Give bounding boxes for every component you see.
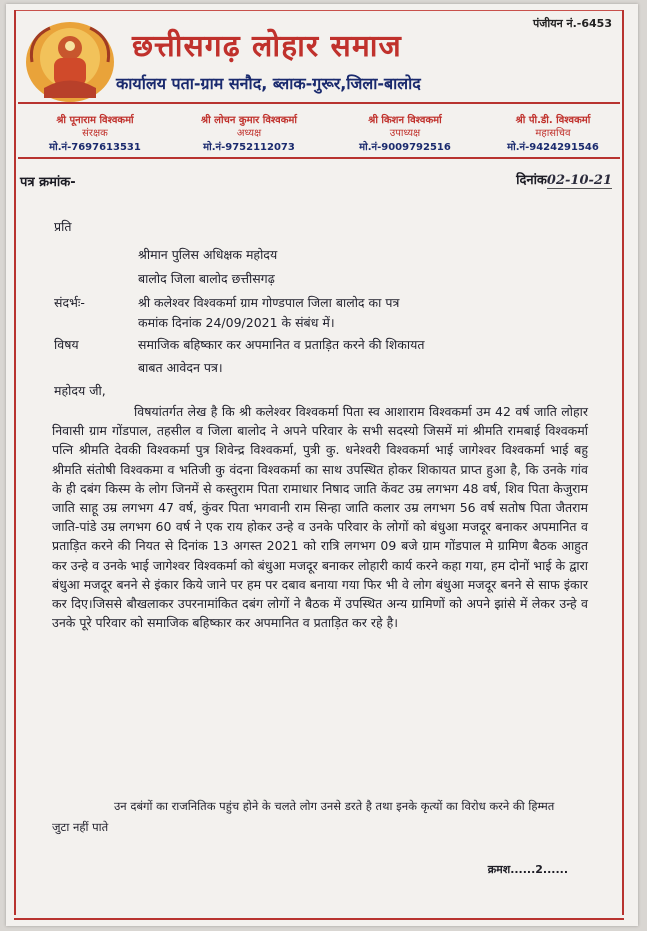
reference-line-2: कमांक दिनांक 24/09/2021 के संबंध में। bbox=[138, 315, 335, 330]
date-label: दिनांक bbox=[516, 173, 547, 188]
letter-reference-number: पत्र क्रमांक- bbox=[20, 175, 76, 190]
officer-name: श्री पूनाराम विश्वकर्मा bbox=[56, 115, 134, 126]
reference-line-1: श्री कलेश्वर विश्वकर्मा ग्राम गोण्डपाल जिला बालोद का पत्र bbox=[138, 295, 400, 310]
officer-mobile: मो.नं-9424291546 bbox=[507, 142, 599, 153]
to-label: प्रति bbox=[54, 219, 72, 234]
paragraph-1-text: विषयांतर्गत लेख है कि श्री कलेश्वर विश्वकर्मा पिता स्व आशाराम विश्वकर्मा उम 42 वर्ष जाति लोहार निवासी ग्राम गोंडपाल, तहसील व जिला बालोद ने अपने परिवार के सभी सदस्यो जिसमें मां श्रीमति रामबाई विश्वकर्मा पत्नि श्रीमति देवकी विश्वकर्मा पुत्र शिवेन्द्र विश्वकर्मा, पुत्री कु. धनेश्वरी विश्वकर्मा भाई जागेश्वर विश्वकर्मा भाई बहु श्रीमति संतोषी विश्वकमा व भतिजी कु वंदना विश्वकर्मा का साथ उपस्थित होकर शिकायत प्राप्त हुआ है, कि उनके गांव के ही दबंग किस्म के लोग जिनमें से कस्तुराम पिता रामाधार निषाद जाति केंवट उम्र लगभग 48 वर्ष, शिव पिता केजुराम जाति साहू उम्र लगभग 47 वर्ष, कुंवर पिता भगवानी राम सिन्हा जाति कलार उम्र लगभग 56 वर्ष सतोष पिता जैतराम जाति-पांडे उम्र लगभग 60 वर्ष ने एक राय होकर उन्हे व उनके परिवार के लोगों को बंधुआ मजदूर बनाकर अपमानित व प्रताड़ित करने की नियत से दिनांक 13 अगस्त 2021 को रात्रि लगभग 09 बजे ग्राम गोंडपाल मे ग्रामिण बैठक आहुत कर उन्हे व उनके भाई जागेश्वर विश्वकर्मा को बंधुआ मजदूर बनाकर लोहारी कार्य करने कहा गया, हम दोनों भाई के द्वारा बंधुआ मजदूर बनने से इंकार किये जाने पर हम पर दबाव बनाया गया फिर भी वे लोग बंधुआ मजदूर बनने से साफ इंकार कर दिए।जिससे बौखलाकर उपरनामांकित दबंग लोगों ने बैठक में उपस्थित अन्य ग्रामिणों को अपने झांसे में लेकर उन्हे व उनके पूरे परिवार को समाजिक बहिष्कार कर अपमानित व प्रताड़ित कर रहे है। bbox=[52, 404, 588, 631]
date-value: 02-10-21 bbox=[546, 173, 612, 188]
header-divider bbox=[18, 102, 620, 104]
officer-role: अध्यक्ष bbox=[236, 128, 262, 139]
officer-president bbox=[174, 114, 324, 154]
body-paragraph-2 bbox=[52, 796, 572, 838]
officer-patron bbox=[20, 114, 170, 154]
letter-date bbox=[516, 170, 612, 188]
officer-vice-president bbox=[330, 114, 480, 154]
officer-name: श्री पी.डी. विश्वकर्मा bbox=[515, 115, 591, 126]
office-address: कार्यालय पता-ग्राम सनौद, ब्लाक-गुरूर,जिला-बालोद bbox=[116, 74, 421, 93]
subject-label: विषय bbox=[54, 337, 79, 352]
officer-role: संरक्षक bbox=[82, 128, 108, 139]
border-top bbox=[14, 10, 624, 11]
letter-page bbox=[6, 4, 638, 926]
officer-role: महासचिव bbox=[535, 128, 571, 139]
body-paragraph-1 bbox=[52, 402, 588, 632]
officer-name: श्री लोचन कुमार विश्वकर्मा bbox=[201, 115, 297, 126]
officer-general-secretary bbox=[478, 114, 628, 154]
border-bottom bbox=[14, 918, 624, 920]
subject-line-1: समाजिक बहिष्कार कर अपमानित व प्रताड़ित करने की शिकायत bbox=[138, 337, 425, 352]
reference-label: संदर्भः- bbox=[54, 295, 85, 310]
recipient-line-2: बालोद जिला बालोद छत्तीसगढ़ bbox=[138, 271, 275, 286]
organization-title: छत्तीसगढ़ लोहार समाज bbox=[132, 29, 402, 64]
officer-mobile: मो.नं-9752112073 bbox=[203, 142, 295, 153]
deity-emblem-logo-icon bbox=[24, 18, 116, 104]
officer-role: उपाध्यक्ष bbox=[389, 128, 421, 139]
continued-marker: क्रमश......2...... bbox=[487, 863, 568, 876]
recipient-line-1: श्रीमान पुलिस अधिक्षक महोदय bbox=[138, 247, 278, 262]
officer-mobile: मो.नं-7697613531 bbox=[49, 142, 141, 153]
salutation: महोदय जी, bbox=[54, 383, 106, 398]
officer-mobile: मो.नं-9009792516 bbox=[359, 142, 451, 153]
registration-number: पंजीयन नं.-6453 bbox=[532, 17, 612, 30]
paragraph-2-text: उन दबंगों का राजनितिक पहुंच होने के चलते लोग उनसे डरते है तथा इनके कृत्यों का विरोध करने की हिम्मत जुटा नहीं पाते bbox=[52, 799, 555, 834]
officer-name: श्री किशन विश्वकर्मा bbox=[368, 115, 442, 126]
border-left bbox=[14, 10, 16, 915]
subject-line-2: बाबत आवेदन पत्र। bbox=[138, 360, 223, 375]
officers-divider bbox=[18, 157, 620, 159]
